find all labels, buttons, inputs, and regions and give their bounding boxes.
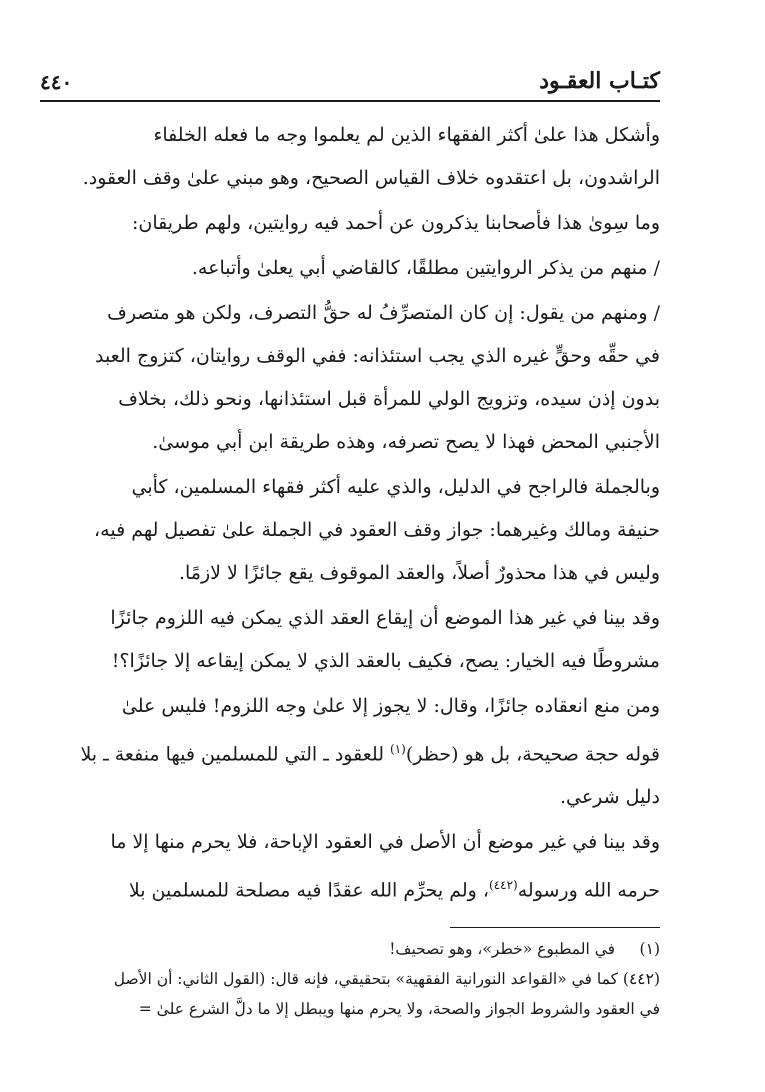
footnote-text: في المطبوع «خطر»، وهو تصحيف! — [389, 939, 616, 958]
body-text — [40, 114, 660, 913]
paragraph — [40, 685, 660, 819]
footnotes — [40, 934, 660, 1024]
footnote-divider — [450, 927, 660, 928]
footnote-ref[interactable]: (٤٤٢) — [489, 878, 518, 893]
paragraph-text: ، ولم يحرِّم الله عقدًا فيه مصلحة للمسلمين بلا — [128, 879, 489, 902]
footnote-mark: (١) — [639, 939, 660, 958]
page-header — [40, 60, 660, 102]
paragraph: / ومنهم من يقول: إن كان المتصرِّفُ له حقُّ التصرف، ولكن هو متصرف في حقِّه وحقٍّ غيره الذي يجب استئذانه: ففي الوقف روايتان، كتزوج العبد بدون إذن سيده، وتزويج الولي للمرأة قبل استئذانها، ونحو ذلك، بخلاف الأجنبي المحض فهذا لا يصح تصرفه، وهذه طريقة ابن أبي موسىٰ. — [94, 302, 660, 453]
paragraph: / منهم من يذكر الروايتين مطلقًا، كالقاضي أبي يعلىٰ وأتباعه. — [191, 257, 660, 279]
running-title: كتـاب العقـود — [539, 68, 660, 94]
paragraph: وقد بينا في غير هذا الموضع أن إيقاع العقد الذي يمكن فيه اللزوم جائزًا مشروطًا فيه الخيار: يصح، فكيف بالعقد الذي لا يمكن إيقاعه إلا جائزًا؟! — [110, 607, 660, 672]
paragraph: وما سِوىٰ هذا فأصحابنا يذكرون عن أحمد فيه روايتين، ولهم طريقان: — [132, 212, 660, 234]
book-page — [40, 60, 660, 1024]
footnote-ref[interactable]: (١) — [390, 742, 406, 756]
footnote-mark: (٤٤٢) — [622, 969, 660, 988]
paragraph-text: وقد بينا في غير موضع أن الأصل في العقود الإباحة، فلا يحرم منها إلا ما حرمه الله ورسوله — [110, 831, 660, 902]
footnote — [40, 964, 660, 1024]
page-number: ٤٤٠ — [40, 70, 73, 94]
paragraph — [40, 821, 660, 912]
paragraph: وبالجملة فالراجح في الدليل، والذي عليه أكثر فقهاء المسلمين، كأبي حنيفة ومالك وغيرهما: جواز وقف العقود في الجملة علىٰ تفصيل لهم فيه، وليس في هذا محذورٌ أصلاً، والعقد الموقوف يقع جائزًا لا لازمًا. — [94, 476, 660, 584]
footnote-text: كما في «القواعد النورانية الفقهية» بتحقيقي، فإنه قال: (القول الثاني: أن الأصل في العقود والشروط الجواز والصحة، ولا يحرم منها ويبطل إلا ما دلَّ الشرع علىٰ = — [113, 969, 660, 1018]
footnote — [40, 934, 660, 964]
paragraph: وأشكل هذا علىٰ أكثر الفقهاء الذين لم يعلموا وجه ما فعله الخلفاء الراشدون، بل اعتقدوه خلاف القياس الصحيح، وهو مبني علىٰ وقف العقود. — [82, 124, 660, 189]
paragraph-text: ومن منع انعقاده جائزًا، وقال: لا يجوز إلا علىٰ وجه اللزوم! فليس علىٰ قوله حجة صحيحة، بل هو (حظر) — [121, 695, 660, 766]
paragraph-text: للعقود ـ التي للمسلمين فيها منفعة ـ بلا دليل شرعي. — [80, 743, 660, 809]
